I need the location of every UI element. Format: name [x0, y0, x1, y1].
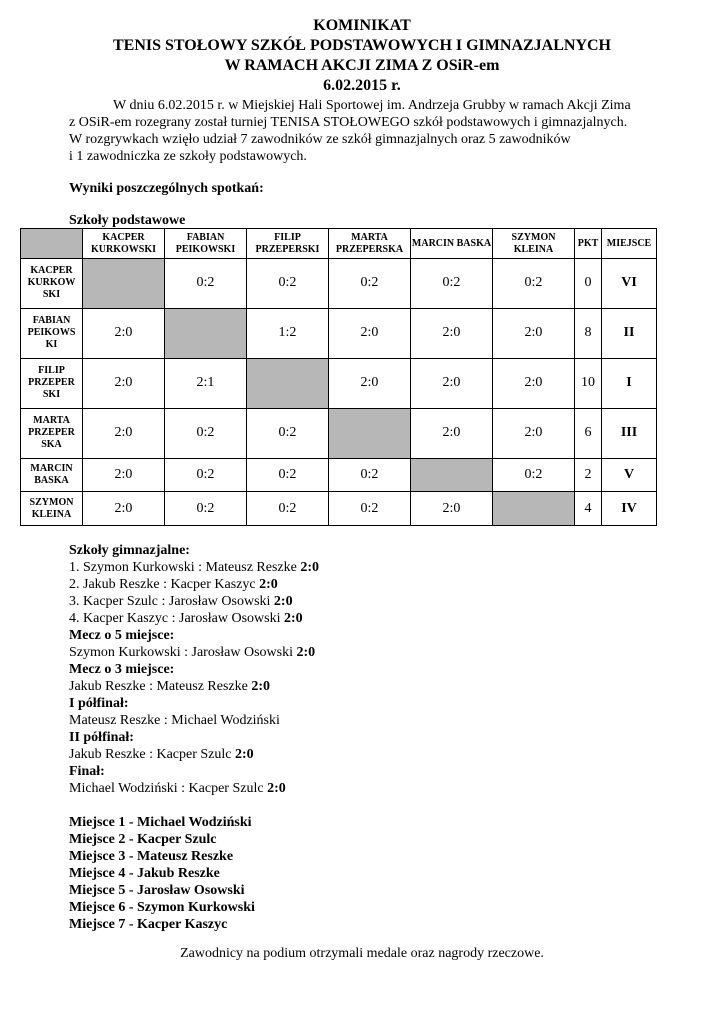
match-players: Michael Wodziński : Kacper Szulc [69, 781, 264, 796]
row-header: FABIAN PEIKOWS KI [21, 308, 83, 358]
score-cell: 0:2 [329, 458, 411, 492]
score-cell: 2:0 [411, 492, 493, 526]
score-cell: 2:1 [165, 358, 247, 408]
standing-line: Miejsce 4 - Jakub Reszke [69, 866, 220, 881]
table-row [21, 492, 657, 526]
match-line [69, 712, 669, 729]
column-header: MARCIN BASKA [411, 229, 493, 259]
footer-note: Zawodnicy na podium otrzymali medale oraz nagrody rzeczowe. [180, 946, 544, 961]
score-cell: 0:2 [165, 259, 247, 309]
table-row [21, 458, 657, 492]
place-cell: III [602, 408, 657, 458]
column-header-place: MIEJSCE [602, 229, 657, 259]
standing-line: Miejsce 5 - Jarosław Osowski [69, 883, 245, 898]
doc-title: KOMINIKAT [313, 17, 411, 34]
diagonal-cell [493, 492, 575, 526]
column-header: SZYMON KLEINA [493, 229, 575, 259]
score-cell: 0:2 [165, 492, 247, 526]
score-cell: 0:2 [329, 492, 411, 526]
corner-cell [21, 229, 83, 259]
match-score: 2:0 [296, 645, 316, 660]
diagonal-cell [411, 458, 493, 492]
diagonal-cell [329, 408, 411, 458]
row-header: SZYMON KLEINA [21, 492, 83, 526]
place-cell: VI [602, 259, 657, 309]
doc-subtitle: TENIS STOŁOWY SZKÓŁ PODSTAWOWYCH I GIMNAZJALNYCH [112, 37, 611, 54]
score-cell: 0:2 [247, 408, 329, 458]
place-cell: IV [602, 492, 657, 526]
match-line [69, 746, 669, 763]
column-header: FABIAN PEIKOWSKI [165, 229, 247, 259]
points-cell: 10 [575, 358, 602, 408]
score-cell: 2:0 [83, 492, 165, 526]
points-cell: 2 [575, 458, 602, 492]
points-cell: 8 [575, 308, 602, 358]
results-heading: Wyniki poszczególnych spotkań: [69, 181, 264, 196]
score-cell: 2:0 [329, 308, 411, 358]
score-cell: 0:2 [247, 458, 329, 492]
score-cell: 2:0 [411, 358, 493, 408]
table-row [21, 308, 657, 358]
diagonal-cell [83, 259, 165, 309]
row-header: FILIP PRZEPER SKI [21, 358, 83, 408]
match-line [69, 644, 669, 661]
doc-subtitle-2: W RAMACH AKCJI ZIMA Z OSiR-em [224, 57, 500, 74]
intro-line: i 1 zawodniczka ze szkoły podstawowych. [69, 149, 307, 164]
intro-line: W dniu 6.02.2015 r. w Miejskiej Hali Sportowej im. Andrzeja Grubby w ramach Akcji Zima [113, 98, 631, 113]
match-score: 2:0 [300, 560, 320, 575]
column-header: MARTA PRZEPERSKA [329, 229, 411, 259]
table-header-row [21, 229, 657, 259]
score-cell: 0:2 [247, 259, 329, 309]
match-line [69, 559, 669, 576]
standing-line: Miejsce 2 - Kacper Szulc [69, 832, 217, 847]
spacer [69, 797, 669, 814]
intro-line: z OSiR-em rozegrany został turniej TENISA STOŁOWEGO szkół podstawowych i gimnazjalnych. [69, 115, 628, 130]
score-cell: 2:0 [493, 308, 575, 358]
match-score: 2:0 [251, 679, 271, 694]
semifinal-1-heading: I półfinał: [69, 696, 129, 711]
match-players: Jakub Reszke : Kacper Szulc [69, 747, 232, 762]
score-cell: 1:2 [247, 308, 329, 358]
place-cell: II [602, 308, 657, 358]
match-players: 1. Szymon Kurkowski : Mateusz Reszke [69, 560, 297, 575]
table-row [21, 408, 657, 458]
match-score: 2:0 [273, 594, 293, 609]
match-players: Jakub Reszke : Mateusz Reszke [69, 679, 248, 694]
diagonal-cell [247, 358, 329, 408]
score-cell: 2:0 [493, 358, 575, 408]
primary-results-table [20, 228, 657, 526]
match-score: 2:0 [267, 781, 286, 796]
diagonal-cell [165, 308, 247, 358]
final-heading: Finał: [69, 764, 105, 779]
points-cell: 0 [575, 259, 602, 309]
points-cell: 6 [575, 408, 602, 458]
match-players: Mateusz Reszke : Michael Wodziński [69, 713, 280, 728]
match-score: 2:0 [284, 611, 303, 626]
score-cell: 2:0 [83, 358, 165, 408]
score-cell: 2:0 [83, 458, 165, 492]
standing-line: Miejsce 7 - Kacper Kaszyc [69, 917, 228, 932]
row-header: MARTA PRZEPER SKA [21, 408, 83, 458]
match-line [69, 576, 669, 593]
score-cell: 0:2 [165, 458, 247, 492]
column-header: FILIP PRZEPERSKI [247, 229, 329, 259]
column-header: KACPER KURKOWSKI [83, 229, 165, 259]
standing-line: Miejsce 3 - Mateusz Reszke [69, 849, 234, 864]
primary-schools-heading: Szkoły podstawowe [69, 213, 186, 228]
match-line [69, 593, 669, 610]
fifth-place-heading: Mecz o 5 miejsce: [69, 628, 175, 643]
intro-line: W rozgrywkach wzięło udział 7 zawodników ze szkół gimnazjalnych oraz 5 zawodników [69, 132, 571, 147]
match-line [69, 780, 669, 797]
third-place-heading: Mecz o 3 miejsce: [69, 662, 175, 677]
score-cell: 2:0 [83, 308, 165, 358]
intro-paragraph [69, 97, 669, 165]
standing-line: Miejsce 6 - Szymon Kurkowski [69, 900, 255, 915]
match-players: 4. Kacper Kaszyc : Jarosław Osowski [69, 611, 281, 626]
score-cell: 0:2 [165, 408, 247, 458]
match-score: 2:0 [259, 577, 278, 592]
score-cell: 2:0 [493, 408, 575, 458]
points-cell: 4 [575, 492, 602, 526]
score-cell: 2:0 [411, 308, 493, 358]
row-header: KACPER KURKOW SKI [21, 259, 83, 309]
doc-date: 6.02.2015 r. [323, 77, 401, 94]
score-cell: 0:2 [411, 259, 493, 309]
junior-high-heading: Szkoły gimnazjalne: [69, 543, 190, 558]
match-players: Szymon Kurkowski : Jarosław Osowski [69, 645, 293, 660]
table-row [21, 259, 657, 309]
standing-line: Miejsce 1 - Michael Wodziński [69, 815, 252, 830]
score-cell: 0:2 [493, 458, 575, 492]
match-line [69, 678, 669, 695]
score-cell: 0:2 [329, 259, 411, 309]
match-score: 2:0 [235, 747, 254, 762]
score-cell: 2:0 [411, 408, 493, 458]
column-header-pkt: PKT [575, 229, 602, 259]
match-players: 2. Jakub Reszke : Kacper Kaszyc [69, 577, 256, 592]
place-cell: V [602, 458, 657, 492]
match-players: 3. Kacper Szulc : Jarosław Osowski [69, 594, 271, 609]
place-cell: I [602, 358, 657, 408]
table-row [21, 358, 657, 408]
score-cell: 2:0 [83, 408, 165, 458]
score-cell: 2:0 [329, 358, 411, 408]
row-header: MARCIN BASKA [21, 458, 83, 492]
match-line [69, 610, 669, 627]
semifinal-2-heading: II półfinał: [69, 730, 134, 745]
junior-high-results [69, 542, 669, 933]
score-cell: 0:2 [493, 259, 575, 309]
score-cell: 0:2 [247, 492, 329, 526]
